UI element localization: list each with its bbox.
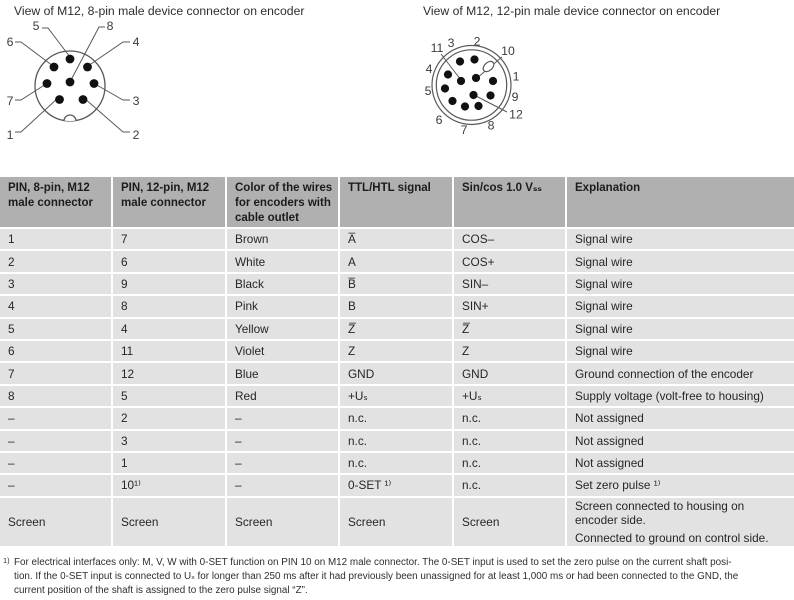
- table-cell: Screen: [227, 498, 338, 546]
- table-cell: 8: [0, 386, 111, 406]
- table-cell: A: [340, 251, 452, 271]
- table-cell: +Uₛ: [340, 386, 452, 406]
- table-row: [0, 296, 794, 316]
- table-cell: n.c.: [454, 453, 565, 473]
- footnote: [3, 556, 792, 598]
- pin-label: 12: [509, 107, 523, 122]
- pin-label: 8: [487, 118, 495, 133]
- table-row: [0, 341, 794, 361]
- table-cell: n.c.: [454, 408, 565, 428]
- table-cell: Blue: [227, 363, 338, 383]
- pin-label: 4: [132, 35, 140, 49]
- table-cell: n.c.: [454, 431, 565, 451]
- table-cell: GND: [340, 363, 452, 383]
- table-cell: Z̅: [454, 319, 565, 339]
- table-row: [0, 386, 794, 406]
- column-header: Sin/cos 1.0 Vₛₛ: [454, 177, 565, 227]
- table-cell: Not assigned: [567, 431, 794, 451]
- footnote-marker: 1): [3, 556, 10, 565]
- pin-label: 11: [430, 41, 444, 55]
- table-cell: 12: [113, 363, 225, 383]
- footnote-line-2: tion. If the 0-SET input is connected to Uₛ for longer than 250 ms after it had previously been unassigned for at least 1,000 ms or had been connected to the GND, the: [14, 571, 739, 582]
- table-cell: 3: [0, 274, 111, 294]
- footnote-line-1: For electrical interfaces only: M, V, W with 0-SET function on PIN 10 on M12 male connector. The 0-SET input is used to set the zero pulse on the current shaft posi-: [14, 557, 732, 568]
- table-cell: 7: [0, 363, 111, 383]
- table-cell: COS+: [454, 251, 565, 271]
- table-cell: –: [0, 408, 111, 428]
- table-cell: –: [227, 475, 338, 495]
- table-cell: 4: [0, 296, 111, 316]
- pin-label: 5: [424, 84, 432, 98]
- column-header: Color of the wires for encoders with cable outlet: [227, 177, 338, 227]
- pin-label: 6: [6, 35, 14, 49]
- table-cell: 6: [113, 251, 225, 271]
- pin-label: 4: [425, 62, 433, 76]
- table-row: [0, 408, 794, 428]
- pin-label: 6: [435, 113, 443, 127]
- table-cell: Screen: [113, 498, 225, 546]
- table-row: [0, 431, 794, 451]
- footnote-line-3: current position of the shaft is assigned to the zero pulse signal “Z”.: [14, 585, 308, 596]
- table-cell: Screen: [0, 498, 111, 546]
- table-cell: 2: [0, 251, 111, 271]
- table-body: [0, 229, 794, 546]
- pin-label: 2: [473, 34, 481, 49]
- table-cell: A̅: [340, 229, 452, 249]
- column-header: TTL/HTL signal: [340, 177, 452, 227]
- table-cell: SIN–: [454, 274, 565, 294]
- table-cell: Ground connection of the encoder: [567, 363, 794, 383]
- table-cell: Screen: [454, 498, 565, 546]
- table-cell: White: [227, 251, 338, 271]
- table-row: [0, 363, 794, 383]
- table-row: [0, 274, 794, 294]
- table-cell: n.c.: [340, 431, 452, 451]
- m12-12pin-connector-diagram: [415, 33, 550, 140]
- table-cell: Yellow: [227, 319, 338, 339]
- column-header: Explanation: [567, 177, 794, 227]
- pin-label: 1: [6, 128, 14, 142]
- table-cell: Signal wire: [567, 341, 794, 361]
- table-cell: Signal wire: [567, 229, 794, 249]
- table-row: [0, 251, 794, 271]
- table-cell: 7: [113, 229, 225, 249]
- table-cell: Pink: [227, 296, 338, 316]
- diagram-title-12pin: View of M12, 12-pin male device connector on encoder: [423, 4, 721, 18]
- m12-8pin-connector-diagram: [0, 18, 160, 150]
- table-cell: 10¹⁾: [113, 475, 225, 495]
- pin-label: 3: [132, 94, 140, 108]
- table-cell: 1: [0, 229, 111, 249]
- pin-label: 7: [6, 94, 14, 108]
- table-cell: 2: [113, 408, 225, 428]
- table-cell: [567, 498, 794, 546]
- table-cell: 6: [0, 341, 111, 361]
- column-header: PIN, 8-pin, M12 male connector: [0, 177, 111, 227]
- table-row: [0, 498, 794, 546]
- table-cell: Screen: [340, 498, 452, 546]
- table-cell: 3: [113, 431, 225, 451]
- table-cell-line: Screen connected to housing on encoder side.: [575, 498, 745, 527]
- table-cell: 11: [113, 341, 225, 361]
- table-cell: +Uₛ: [454, 386, 565, 406]
- table-cell: 5: [0, 319, 111, 339]
- table-cell: B: [340, 296, 452, 316]
- table-cell: Z: [340, 341, 452, 361]
- table-cell: –: [227, 408, 338, 428]
- table-cell: 5: [113, 386, 225, 406]
- table-cell: Violet: [227, 341, 338, 361]
- pin-label: 7: [460, 123, 468, 137]
- table-cell: 4: [113, 319, 225, 339]
- table-cell: –: [0, 453, 111, 473]
- table-cell: Brown: [227, 229, 338, 249]
- table-cell: –: [227, 453, 338, 473]
- table-cell: n.c.: [454, 475, 565, 495]
- table-cell: 8: [113, 296, 225, 316]
- table-cell: Signal wire: [567, 296, 794, 316]
- pin-assignment-table: [0, 177, 794, 548]
- table-header-row: [0, 177, 794, 227]
- table-row: [0, 453, 794, 473]
- table-cell: –: [0, 431, 111, 451]
- table-cell: 1: [113, 453, 225, 473]
- table-cell: n.c.: [340, 408, 452, 428]
- pin-label: 1: [512, 69, 520, 84]
- table-cell: 9: [113, 274, 225, 294]
- table-cell: SIN+: [454, 296, 565, 316]
- table-cell: Set zero pulse ¹⁾: [567, 475, 794, 495]
- table-cell: Supply voltage (volt-free to housing): [567, 386, 794, 406]
- table-cell-line: Connected to ground on control side.: [575, 530, 769, 545]
- pin-label: 3: [447, 36, 455, 50]
- column-header: PIN, 12-pin, M12 male connector: [113, 177, 225, 227]
- table-row: [0, 229, 794, 249]
- pin-label: 9: [511, 90, 519, 104]
- pin-label: 10: [501, 44, 515, 58]
- table-cell: –: [0, 475, 111, 495]
- table-cell: Not assigned: [567, 408, 794, 428]
- table-cell: Z: [454, 341, 565, 361]
- pin-label: 8: [106, 19, 114, 33]
- table-cell: GND: [454, 363, 565, 383]
- table-row: [0, 475, 794, 495]
- table-cell: 0-SET ¹⁾: [340, 475, 452, 495]
- pin-label: 5: [32, 19, 40, 33]
- pin-label: 2: [132, 128, 140, 142]
- table-cell: Z̅: [340, 319, 452, 339]
- table-cell: Black: [227, 274, 338, 294]
- table-row: [0, 319, 794, 339]
- diagram-title-8pin: View of M12, 8-pin male device connector on encoder: [14, 4, 305, 18]
- table-cell: Signal wire: [567, 274, 794, 294]
- table-cell: B̅: [340, 274, 452, 294]
- table-cell: Not assigned: [567, 453, 794, 473]
- table-cell: –: [227, 431, 338, 451]
- table-cell: Signal wire: [567, 251, 794, 271]
- table-cell: Signal wire: [567, 319, 794, 339]
- table-cell: COS–: [454, 229, 565, 249]
- table-cell: n.c.: [340, 453, 452, 473]
- table-cell: Red: [227, 386, 338, 406]
